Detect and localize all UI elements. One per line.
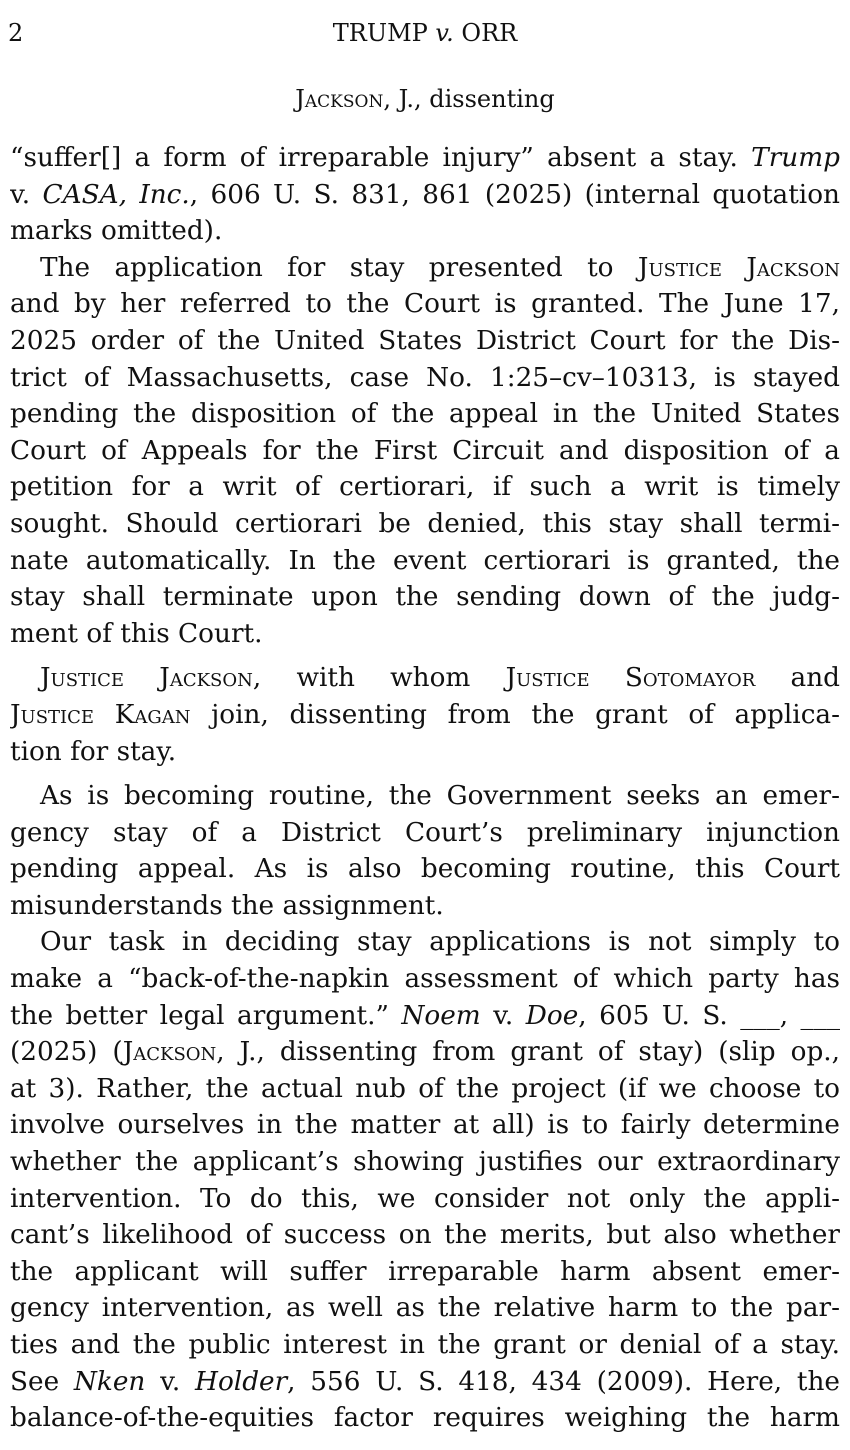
text-line: The application for stay presented to Justice Jackson (40, 252, 840, 283)
paragraph (10, 660, 840, 770)
paragraph (10, 140, 840, 250)
text-line: at 3). Rather, the actual nub of the project (if we choose to (10, 1073, 840, 1104)
opinion-body (10, 140, 840, 1437)
text-line: intervention. To do this, we consider not only the appli- (10, 1183, 840, 1214)
text-line: ties and the public interest in the grant or denial of a stay. (10, 1330, 840, 1360)
opinion-subheading (0, 84, 850, 114)
text-line: and by her referred to the Court is granted. The June 17, (10, 289, 840, 320)
text-line: gency stay of a District Court’s preliminary injunction (10, 817, 840, 848)
text-line: v. CASA, Inc., 606 U. S. 831, 861 (2025) (internal quotation (10, 179, 840, 210)
text-line: Our task in deciding stay applications is not simply to (40, 927, 840, 958)
text-line: pending the disposition of the appeal in the United States (10, 399, 840, 430)
paragraph (10, 250, 840, 653)
text-line: marks omitted). (10, 216, 223, 247)
text-line: the applicant will suffer irreparable harm absent emer- (10, 1256, 840, 1287)
text-line: As is becoming routine, the Government seeks an emer- (40, 781, 840, 812)
running-head-case-name: TRUMP v. ORR (332, 19, 518, 47)
text-line: make a “back-of-the-napkin assessment of which party has (10, 964, 840, 995)
text-line: Court of Appeals for the First Circuit and disposition of a (10, 435, 840, 466)
text-line: pending appeal. As is also becoming routine, this Court (10, 854, 840, 885)
text-line: nate automatically. In the event certiorari is granted, the (10, 545, 840, 576)
text-line: gency intervention, as well as the relative harm to the par- (10, 1293, 840, 1324)
text-line: tion for stay. (10, 736, 177, 767)
text-line: “suffer[] a form of irreparable injury” absent a stay. Trump (10, 143, 840, 173)
page-number: 2 (8, 19, 24, 47)
opinion-author: Jackson (295, 85, 384, 113)
text-line: trict of Massachusetts, case No. 1:25–cv–10313, is stayed (10, 362, 840, 393)
text-line: sought. Should certiorari be denied, this stay shall termi- (10, 508, 840, 539)
text-line: petition for a writ of certiorari, if such a writ is timely (10, 472, 840, 503)
text-line: See Nken v. Holder, 556 U. S. 418, 434 (2009). Here, the (10, 1366, 840, 1397)
text-line: ment of this Court. (10, 618, 263, 649)
text-line: balance-of-the-equities factor requires weighing the harm (10, 1403, 840, 1434)
text-line: Justice Kagan join, dissenting from the grant of applica- (10, 699, 840, 730)
text-line: the better legal argument.” Noem v. Doe, 605 U. S. ___, ___ (10, 1000, 840, 1031)
text-line: misunderstands the assignment. (10, 890, 444, 921)
paragraph (10, 778, 840, 924)
text-line: whether the applicant’s showing justifies our extraordinary (10, 1147, 840, 1178)
text-line: Justice Jackson, with whom Justice Sotomayor and (40, 663, 840, 694)
opinion-suffix: , J., dissenting (383, 85, 555, 113)
text-line: cant’s likelihood of success on the merits, but also whether (10, 1220, 840, 1251)
text-line: 2025 order of the United States District Court for the Dis- (10, 325, 840, 356)
paragraph (10, 924, 840, 1436)
text-line: stay shall terminate upon the sending down of the judg- (10, 582, 840, 613)
text-line: (2025) (Jackson, J., dissenting from grant of stay) (slip op., (10, 1037, 840, 1068)
text-line: involve ourselves in the matter at all) is to fairly determine (10, 1110, 840, 1141)
